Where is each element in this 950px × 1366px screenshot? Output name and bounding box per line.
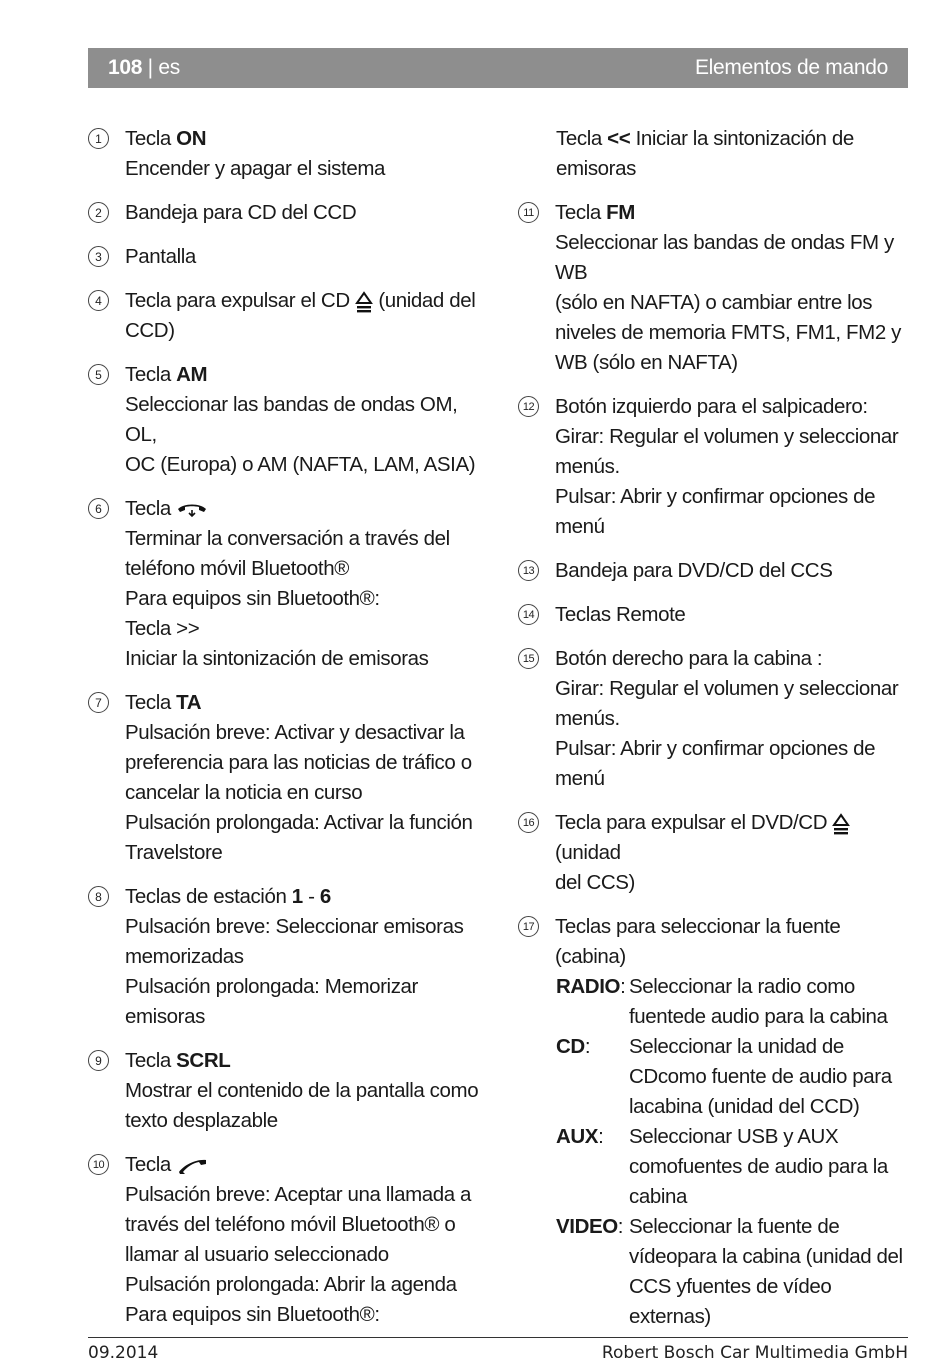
item-heading-text: Tecla <box>125 497 177 520</box>
item-number: 9 <box>88 1050 109 1071</box>
phone-hangup-icon <box>176 502 208 518</box>
item-heading-text: Pantalla <box>125 245 196 268</box>
item-body <box>125 1150 488 1330</box>
item-description-line: Iniciar la sintonización de emisoras <box>125 647 429 670</box>
source-key <box>556 1212 629 1332</box>
item-body <box>555 912 913 972</box>
list-item <box>518 644 913 794</box>
item-description-line: menús. <box>555 455 620 478</box>
item-body <box>555 556 913 586</box>
item-description-line: través del teléfono móvil Bluetooth® o <box>125 1213 456 1236</box>
right-items <box>518 198 913 972</box>
source-key-colon: : <box>617 1215 624 1238</box>
item-heading-suffix: (unidad del <box>373 289 476 312</box>
item-description-line: niveles de memoria FMTS, FM1, FM2 y <box>555 321 901 344</box>
item-description-line: menú <box>555 767 605 790</box>
source-description-line: Seleccionar USB y AUX como <box>629 1125 839 1178</box>
item-description-line: Tecla >> <box>125 617 200 640</box>
item-description-line: Travelstore <box>125 841 223 864</box>
item-key-label: 1 <box>291 885 303 908</box>
left-column <box>88 124 488 1344</box>
item-number: 17 <box>518 916 539 937</box>
source-key-label: VIDEO <box>556 1215 618 1238</box>
list-item <box>88 242 488 272</box>
source-description-line: como fuente de audio para la <box>629 1065 892 1118</box>
item-key-label-2: 6 <box>319 885 331 908</box>
item-heading-text: Botón izquierdo para el salpicadero: <box>555 395 868 418</box>
source-description <box>629 1212 913 1332</box>
item-number: 11 <box>518 202 539 223</box>
list-item <box>518 556 913 586</box>
continued-line: Iniciar la sintonización de emisoras <box>556 127 854 180</box>
item-heading-text: Tecla <box>555 201 607 224</box>
item-heading <box>555 808 913 868</box>
source-key-label: AUX <box>556 1125 599 1148</box>
item-key-label: FM <box>606 201 635 224</box>
item-description-line: Pulsar: Abrir y confirmar opciones de <box>555 485 876 508</box>
item-description-line: Girar: Regular el volumen y seleccionar <box>555 677 899 700</box>
item-description-line: del CCS) <box>555 871 635 894</box>
item-body <box>125 882 488 1032</box>
item-description-line: preferencia para las noticias de tráfico o <box>125 751 472 774</box>
phone-accept-icon <box>176 1157 208 1175</box>
list-item <box>518 198 913 378</box>
item-description-line: Pulsación breve: Aceptar una llamada a <box>125 1183 472 1206</box>
item-heading <box>125 688 488 718</box>
item-number: 8 <box>88 886 109 907</box>
list-item <box>88 360 488 480</box>
item-description-line: OC (Europa) o AM (NAFTA, LAM, ASIA) <box>125 453 476 476</box>
source-description-line: Seleccionar la fuente de vídeo <box>629 1215 840 1268</box>
item-body <box>555 600 913 630</box>
source-description-line: Seleccionar la radio como fuente <box>629 975 855 1028</box>
item-description-line: cancelar la noticia en curso <box>125 781 363 804</box>
list-item <box>518 808 913 898</box>
item-heading <box>125 882 488 912</box>
source-description-line: para la cabina (unidad del CCS y <box>629 1245 903 1298</box>
item-body <box>125 1046 488 1136</box>
item-description-line: Pulsación breve: Activar y desactivar la <box>125 721 465 744</box>
item-heading <box>555 912 913 972</box>
item-number: 2 <box>88 202 109 223</box>
continued-item <box>518 124 913 184</box>
item-heading-text: Bandeja para DVD/CD del CCS <box>555 559 833 582</box>
item-heading-text: Tecla para expulsar el CD <box>125 289 350 312</box>
item-description-line: Girar: Regular el volumen y seleccionar <box>555 425 899 448</box>
item-number: 1 <box>88 128 109 149</box>
item-heading <box>125 242 488 272</box>
item-description-line: Seleccionar las bandas de ondas OM, OL, <box>125 393 458 446</box>
item-number: 16 <box>518 812 539 833</box>
item-description-line: texto desplazable <box>125 1109 278 1132</box>
item-number: 12 <box>518 396 539 417</box>
item-number: 13 <box>518 560 539 581</box>
item-body <box>555 808 913 898</box>
item-number: 14 <box>518 604 539 625</box>
item-body <box>555 392 913 542</box>
item-body <box>125 242 488 272</box>
eject-icon <box>355 291 373 313</box>
page-footer <box>88 1343 908 1363</box>
item-description-line: llamar al usuario seleccionado <box>125 1243 389 1266</box>
item-heading-text: Teclas de estación <box>125 885 292 908</box>
eject-icon <box>832 813 850 835</box>
item-heading <box>125 286 488 316</box>
page-number: 108 <box>108 56 143 79</box>
item-key-label: AM <box>176 363 208 386</box>
item-heading-text: Botón derecho para la cabina : <box>555 647 823 670</box>
item-heading <box>125 124 488 154</box>
item-body <box>125 124 488 184</box>
page-header <box>88 48 908 88</box>
footer-date: 09.2014 <box>88 1343 159 1363</box>
item-description-line: WB (sólo en NAFTA) <box>555 351 738 374</box>
item-number: 15 <box>518 648 539 669</box>
item-description-line: Terminar la conversación a través del <box>125 527 450 550</box>
item-body <box>125 494 488 674</box>
item-body <box>125 360 488 480</box>
source-description-line: fuentes de vídeo externas) <box>629 1275 832 1328</box>
list-item <box>88 1046 488 1136</box>
item-description-line: Pulsar: Abrir y confirmar opciones de <box>555 737 876 760</box>
item-description-line: (sólo en NAFTA) o cambiar entre los <box>555 291 873 314</box>
item-description-line: Pulsación prolongada: Abrir la agenda <box>125 1273 457 1296</box>
language-code: es <box>158 56 180 79</box>
item-body <box>125 286 488 346</box>
section-title: Elementos de mando <box>694 56 888 79</box>
item-description-line: Seleccionar las bandas de ondas FM y WB <box>555 231 894 284</box>
item-description-line: Pulsación breve: Seleccionar emisoras <box>125 915 464 938</box>
footer-divider <box>88 1337 908 1338</box>
item-key-label: TA <box>176 691 202 714</box>
item-heading-text: Tecla <box>125 1049 177 1072</box>
item-body <box>555 198 913 378</box>
right-column <box>518 124 913 1332</box>
source-key-colon: : <box>620 975 626 998</box>
item-heading <box>125 1150 488 1180</box>
item-number: 6 <box>88 498 109 519</box>
source-key <box>556 1122 629 1212</box>
item-heading <box>555 644 913 674</box>
page-header-left <box>108 56 180 80</box>
item-description-line: CCD) <box>125 319 175 342</box>
item-description-line: menú <box>555 515 605 538</box>
item-body <box>555 644 913 794</box>
item-heading-text: Tecla <box>125 127 177 150</box>
source-key-label: CD <box>556 1035 585 1058</box>
source-key-label: RADIO <box>556 975 621 998</box>
header-separator: | <box>142 56 159 79</box>
item-heading-text: Tecla <box>125 1153 177 1176</box>
item-heading <box>125 494 488 524</box>
source-description <box>629 1122 913 1212</box>
source-description-line: fuentes de audio para la cabina <box>629 1155 888 1208</box>
continued-heading <box>556 127 630 150</box>
item-heading-text: Teclas Remote <box>555 603 686 626</box>
item-description-line: Para equipos sin Bluetooth®: <box>125 1303 380 1326</box>
list-item <box>88 1150 488 1330</box>
item-number: 3 <box>88 246 109 267</box>
continued-key: << <box>607 127 631 150</box>
source-list <box>518 972 913 1332</box>
list-item <box>518 912 913 972</box>
source-key-colon: : <box>584 1035 591 1058</box>
item-description-line: menús. <box>555 707 620 730</box>
item-description-line: memorizadas <box>125 945 244 968</box>
footer-company: Robert Bosch Car Multimedia GmbH <box>601 1343 908 1363</box>
item-heading-text: Teclas para seleccionar la fuente (cabina) <box>555 915 841 968</box>
item-number: 7 <box>88 692 109 713</box>
item-heading <box>125 198 488 228</box>
item-key-label: SCRL <box>176 1049 231 1072</box>
item-number: 4 <box>88 290 109 311</box>
item-description-line: Pulsación prolongada: Memorizar <box>125 975 418 998</box>
item-heading-mid: - <box>302 885 320 908</box>
source-description-line: de audio para la cabina <box>683 1005 888 1028</box>
source-description <box>629 972 913 1032</box>
item-number: 10 <box>88 1154 109 1175</box>
item-heading <box>125 360 488 390</box>
continued-prefix: Tecla <box>556 127 608 150</box>
source-key <box>556 1032 629 1122</box>
list-item <box>88 286 488 346</box>
item-key-label: ON <box>176 127 207 150</box>
item-heading-suffix: (unidad <box>555 841 621 864</box>
item-description-line: emisoras <box>125 1005 205 1028</box>
item-heading <box>555 600 913 630</box>
list-item <box>518 392 913 542</box>
item-description-line: teléfono móvil Bluetooth® <box>125 557 349 580</box>
item-heading-text: Tecla <box>125 691 177 714</box>
item-description-line: Pulsación prolongada: Activar la función <box>125 811 473 834</box>
item-body <box>125 688 488 868</box>
source-description <box>629 1032 913 1122</box>
item-heading <box>555 556 913 586</box>
item-number: 5 <box>88 364 109 385</box>
item-description-line: Encender y apagar el sistema <box>125 157 386 180</box>
item-heading <box>555 198 913 228</box>
list-item <box>518 600 913 630</box>
item-heading-text: Bandeja para CD del CCD <box>125 201 357 224</box>
item-description-line: Para equipos sin Bluetooth®: <box>125 587 380 610</box>
source-key <box>556 972 629 1032</box>
list-item <box>88 494 488 674</box>
item-body <box>125 198 488 228</box>
list-item <box>88 882 488 1032</box>
list-item <box>88 124 488 184</box>
item-heading <box>125 1046 488 1076</box>
source-description-line: Seleccionar la unidad de CD <box>629 1035 844 1088</box>
item-description-line: Mostrar el contenido de la pantalla como <box>125 1079 479 1102</box>
item-heading-text: Tecla para expulsar el DVD/CD <box>555 811 828 834</box>
source-key-colon: : <box>598 1125 604 1148</box>
item-heading <box>555 392 913 422</box>
item-heading-text: Tecla <box>125 363 177 386</box>
source-description-line: cabina (unidad del CCD) <box>644 1095 860 1118</box>
list-item <box>88 198 488 228</box>
list-item <box>88 688 488 868</box>
